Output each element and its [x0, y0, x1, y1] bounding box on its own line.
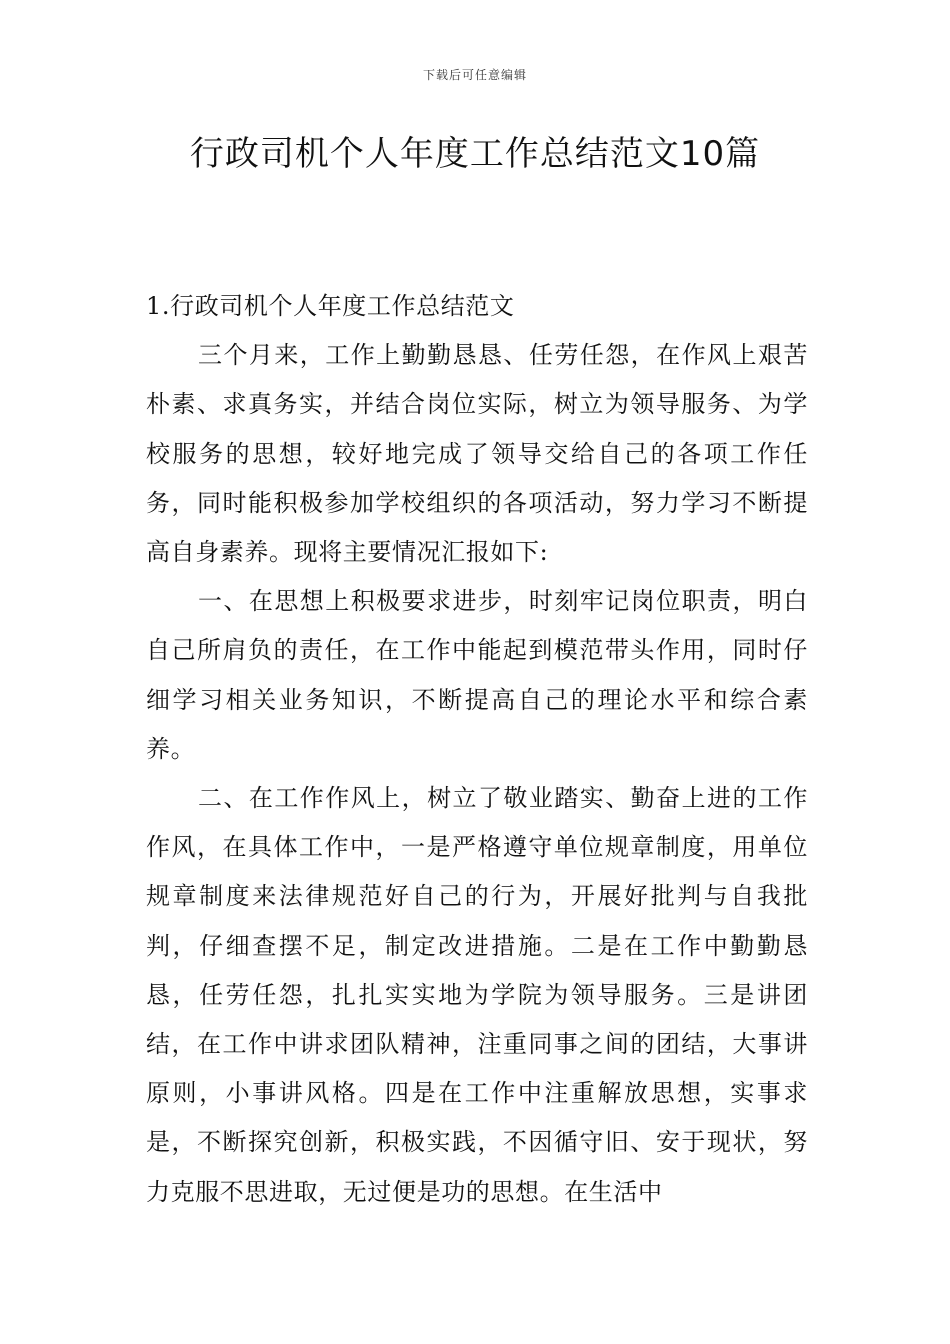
paragraph: 一、在思想上积极要求进步，时刻牢记岗位职责，明白自己所肩负的责任，在工作中能起到模范带头作用，同时仔细学习相关业务知识，不断提高自己的理论水平和综合素养。 [146, 587, 808, 763]
document-body [146, 282, 808, 1217]
section-heading: 1.行政司机个人年度工作总结范文 [146, 292, 515, 320]
paragraph: 二、在工作作风上，树立了敬业踏实、勤奋上进的工作作风，在具体工作中，一是严格遵守单位规章制度，用单位规章制度来法律规范好自己的行为，开展好批判与自我批判，仔细查摆不足，制定改进措施。二是在工作中勤勤恳恳，任劳任怨，扎扎实实地为学院为领导服务。三是讲团结，在工作中讲求团队精神，注重同事之间的团结，大事讲原则，小事讲风格。四是在工作中注重解放思想，实事求是，不断探究创新，积极实践，不因循守旧、安于现状，努力克服不思进取，无过便是功的思想。在生活中 [146, 784, 808, 1206]
header-note: 下载后可任意编辑 [422, 68, 527, 82]
document-title: 行政司机个人年度工作总结范文10篇 [189, 134, 761, 174]
paragraph: 三个月来，工作上勤勤恳恳、任劳任怨，在作风上艰苦朴素、求真务实，并结合岗位实际，树立为领导服务、为学校服务的思想，较好地完成了领导交给自己的各项工作任务，同时能积极参加学校组织的各项活动，努力学习不断提高自身素养。现将主要情况汇报如下: [146, 341, 808, 567]
